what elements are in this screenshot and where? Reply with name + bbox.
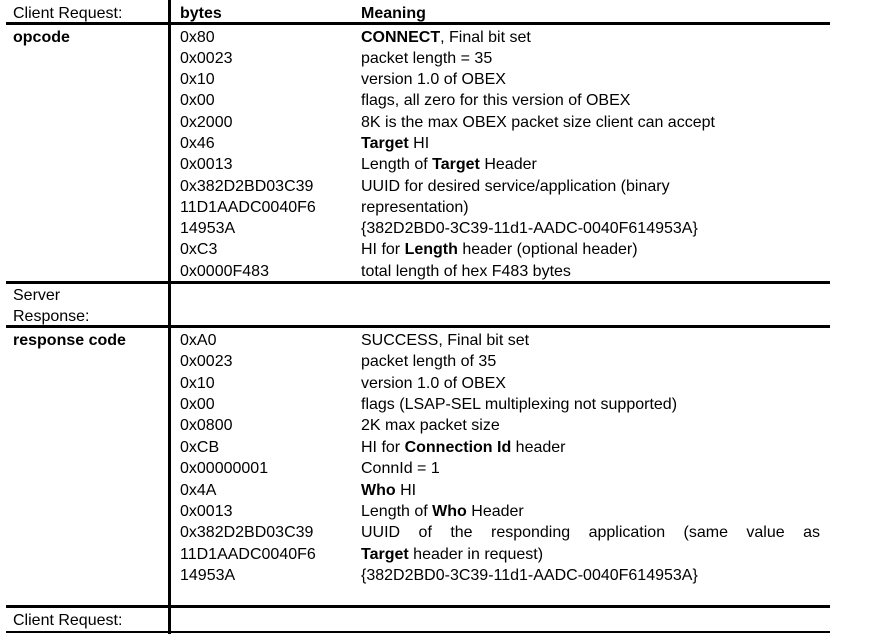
meaning-text: header (optional header) bbox=[457, 241, 638, 258]
meaning-text: Length of bbox=[361, 156, 433, 173]
meaning-keyword: Target bbox=[361, 546, 409, 563]
header-meaning: Meaning bbox=[361, 5, 426, 22]
meaning-keyword: Who bbox=[361, 482, 396, 499]
response-byte: 0xA0 bbox=[180, 332, 217, 349]
request-byte: 0x2000 bbox=[180, 114, 233, 131]
response-byte: 0x4A bbox=[180, 482, 217, 499]
request-meaning: flags, all zero for this version of OBEX bbox=[361, 92, 631, 109]
request-meaning: packet length = 35 bbox=[361, 50, 493, 67]
request-byte: 11D1AADC0040F6 bbox=[180, 199, 316, 216]
request-byte: 0x382D2BD03C39 bbox=[180, 178, 314, 195]
meaning-keyword: Who bbox=[432, 503, 467, 520]
column-divider bbox=[168, 0, 171, 634]
response-code-label: response code bbox=[13, 332, 126, 349]
response-byte: 0x00 bbox=[180, 396, 215, 413]
response-meaning: SUCCESS, Final bit set bbox=[361, 332, 530, 349]
request-meaning bbox=[361, 239, 638, 260]
server-label: Server bbox=[13, 287, 61, 304]
meaning-text: Header bbox=[466, 503, 524, 520]
server-label: Response: bbox=[13, 308, 90, 325]
meaning-keyword: Connection Id bbox=[404, 439, 512, 456]
meaning-text: Header bbox=[479, 156, 537, 173]
request-meaning bbox=[361, 154, 537, 175]
request-meaning: total length of hex F483 bytes bbox=[361, 263, 571, 280]
response-meaning: flags (LSAP-SEL multiplexing not supported) bbox=[361, 396, 678, 413]
request-byte: 0x10 bbox=[180, 71, 215, 88]
request-byte: 0x0023 bbox=[180, 50, 233, 67]
request-byte: 0x00 bbox=[180, 92, 215, 109]
meaning-keyword: Length bbox=[404, 241, 458, 258]
response-meaning bbox=[361, 480, 416, 501]
response-meaning bbox=[361, 501, 524, 522]
meaning-text: HI for bbox=[361, 439, 405, 456]
response-byte: 11D1AADC0040F6 bbox=[180, 546, 316, 563]
meaning-text: HI bbox=[395, 482, 417, 499]
opcode-label: opcode bbox=[13, 29, 70, 46]
meaning-text: header in request) bbox=[408, 546, 544, 563]
request-byte: 0x0000F483 bbox=[180, 263, 269, 280]
response-meaning: 2K max packet size bbox=[361, 417, 500, 434]
meaning-keyword: Target bbox=[361, 135, 409, 152]
request-byte: 14953A bbox=[180, 220, 236, 237]
request-byte: 0x0013 bbox=[180, 156, 233, 173]
response-byte: 14953A bbox=[180, 567, 236, 584]
request-meaning: {382D2BD0-3C39-11d1-AADC-0040F614953A} bbox=[361, 220, 698, 237]
response-byte: 0x0800 bbox=[180, 417, 233, 434]
response-meaning bbox=[361, 437, 565, 458]
request-meaning bbox=[361, 27, 531, 48]
response-byte: 0x00000001 bbox=[180, 460, 269, 477]
request-meaning: representation) bbox=[361, 199, 469, 216]
request-byte: 0xC3 bbox=[180, 241, 218, 258]
request-meaning: 8K is the max OBEX packet size client can accept bbox=[361, 114, 715, 131]
header-client-request: Client Request: bbox=[13, 5, 123, 22]
meaning-text: HI for bbox=[361, 241, 405, 258]
response-meaning: version 1.0 of OBEX bbox=[361, 375, 506, 392]
rule-footer bbox=[6, 605, 830, 608]
request-byte: 0x46 bbox=[180, 135, 215, 152]
response-meaning bbox=[361, 544, 543, 565]
response-byte: 0x382D2BD03C39 bbox=[180, 524, 314, 541]
request-meaning: version 1.0 of OBEX bbox=[361, 71, 506, 88]
header-bytes: bytes bbox=[180, 5, 222, 22]
footer-client-request: Client Request: bbox=[13, 612, 123, 629]
rule-bottom bbox=[6, 631, 830, 633]
request-meaning bbox=[361, 133, 429, 154]
response-meaning: packet length of 35 bbox=[361, 353, 497, 370]
meaning-keyword: Target bbox=[432, 156, 480, 173]
meaning-text: Length of bbox=[361, 503, 433, 520]
meaning-keyword: CONNECT bbox=[361, 29, 441, 46]
request-meaning: UUID for desired service/application (binary bbox=[361, 178, 670, 195]
meaning-text: , Final bit set bbox=[440, 29, 531, 46]
meaning-text: header bbox=[511, 439, 566, 456]
rule-response bbox=[6, 325, 830, 328]
response-meaning: ConnId = 1 bbox=[361, 460, 440, 477]
request-byte: 0x80 bbox=[180, 29, 215, 46]
response-byte: 0x10 bbox=[180, 375, 215, 392]
response-byte: 0xCB bbox=[180, 439, 220, 456]
response-meaning: UUID of the responding application (same value as bbox=[361, 524, 820, 541]
response-byte: 0x0013 bbox=[180, 503, 233, 520]
response-meaning: {382D2BD0-3C39-11d1-AADC-0040F614953A} bbox=[361, 567, 698, 584]
response-byte: 0x0023 bbox=[180, 353, 233, 370]
meaning-text: HI bbox=[408, 135, 430, 152]
